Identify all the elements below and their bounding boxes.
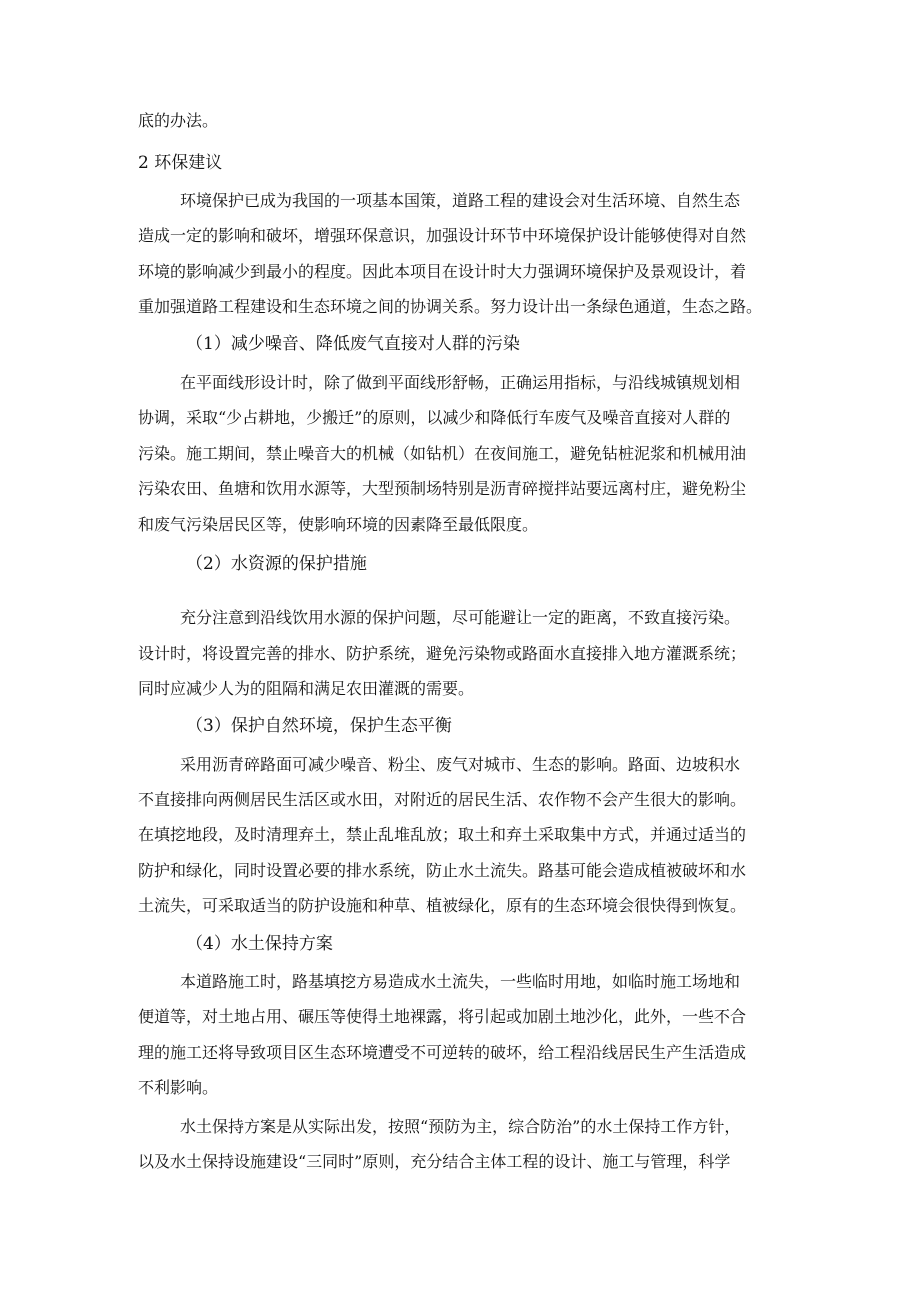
paragraph-line: 环境的影响减少到最小的程度。因此本项目在设计时大力强调环境保护及景观设计，着: [138, 262, 747, 281]
subsection-heading-2: （2）水资源的保护措施: [186, 554, 367, 574]
paragraph-line: 以及水土保持设施建设“三同时”原则，充分结合主体工程的设计、施工与管理，科学: [138, 1152, 731, 1171]
paragraph-line: 污染农田、鱼塘和饮用水源等，大型预制场特别是沥青碎搅拌站要远离村庄，避免粉尘: [138, 479, 747, 498]
section-heading: 2 环保建议: [138, 153, 223, 173]
paragraph-line: 重加强道路工程建设和生态环境之间的协调关系。努力设计出一条绿色通道，生态之路。: [138, 297, 763, 316]
paragraph-line: 防护和绿化，同时设置必要的排水系统，防止水土流失。路基可能会造成植被破坏和水: [138, 861, 747, 880]
paragraph-line: 在填挖地段，及时清理弃土，禁止乱堆乱放；取土和弃土采取集中方式，并通过适当的: [138, 825, 747, 844]
paragraph-line: 在平面线形设计时，除了做到平面线形舒畅，正确运用指标，与沿线城镇规划相: [180, 373, 741, 392]
paragraph-line: 底的办法。: [138, 111, 219, 130]
paragraph-line: 设计时，将设置完善的排水、防护系统，避免污染物或路面水直接排入地方灌溉系统；: [138, 644, 747, 663]
subsection-heading-1: （1）减少噪音、降低废气直接对人群的污染: [186, 334, 520, 354]
paragraph-line: 造成一定的影响和破坏，增强环保意识，加强设计环节中环境保护设计能够使得对自然: [138, 226, 747, 245]
paragraph-line: 协调，采取“少占耕地，少搬迁”的原则，以减少和降低行车废气及噪音直接对人群的: [138, 408, 731, 427]
subsection-heading-3: （3）保护自然环境，保护生态平衡: [186, 716, 452, 736]
paragraph-line: 便道等，对土地占用、碾压等使得土地裸露，将引起或加剧土地沙化，此外，一些不合: [138, 1007, 747, 1026]
paragraph-line: 不利影响。: [138, 1078, 219, 1097]
paragraph-line: 同时应减少人为的阻隔和满足农田灌溉的需要。: [138, 679, 475, 698]
paragraph-line: 土流失，可采取适当的防护设施和种草、植被绿化，原有的生态环境会很快得到恢复。: [138, 896, 747, 915]
paragraph-line: 水土保持方案是从实际出发，按照“预防为主，综合防治”的水土保持工作方针，: [180, 1117, 741, 1136]
paragraph-line: 充分注意到沿线饮用水源的保护问题，尽可能避让一定的距离，不致直接污染。: [180, 608, 741, 627]
paragraph-line: 不直接排向两侧居民生活区或水田，对附近的居民生活、农作物不会产生很大的影响。: [138, 790, 747, 809]
paragraph-line: 环境保护已成为我国的一项基本国策，道路工程的建设会对生活环境、自然生态: [180, 191, 741, 210]
paragraph-line: 本道路施工时，路基填挖方易造成水土流失，一些临时用地，如临时施工场地和: [180, 972, 741, 991]
paragraph-line: 采用沥青碎路面可减少噪音、粉尘、废气对城市、生态的影响。路面、边坡积水: [180, 755, 741, 774]
subsection-heading-4: （4）水土保持方案: [186, 934, 333, 954]
paragraph-line: 污染。施工期间，禁止噪音大的机械（如钻机）在夜间施工，避免钻桩泥浆和机械用油: [138, 444, 747, 463]
paragraph-line: 和废气污染居民区等，使影响环境的因素降至最低限度。: [138, 515, 539, 534]
paragraph-line: 理的施工还将导致项目区生态环境遭受不可逆转的破坏，给工程沿线居民生产生活造成: [138, 1043, 747, 1062]
